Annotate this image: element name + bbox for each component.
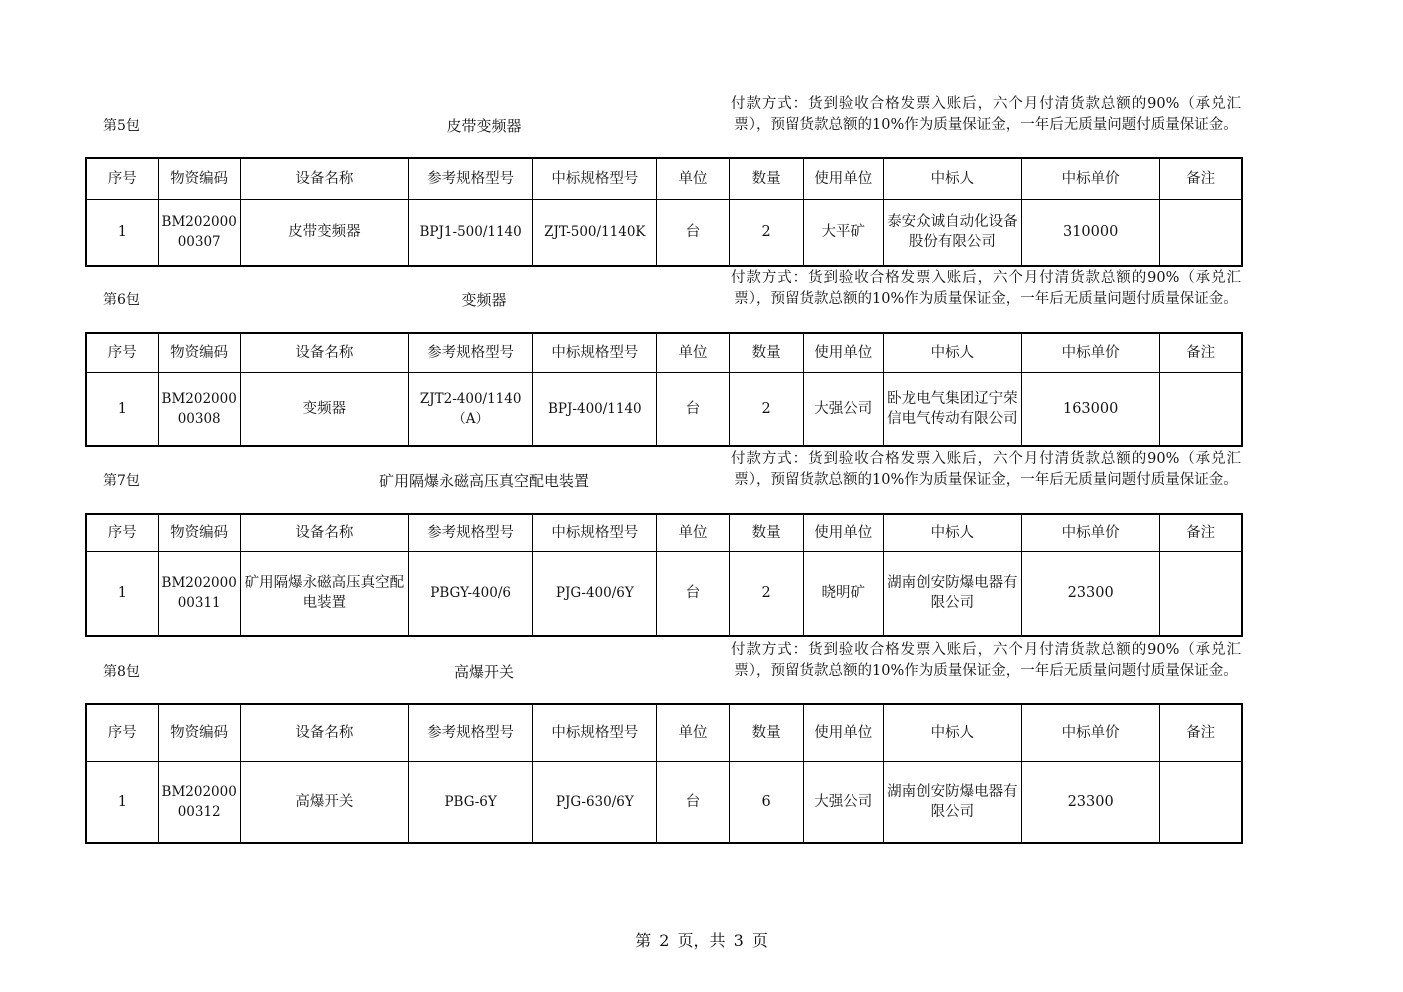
- header-cell: 备注: [1160, 704, 1242, 761]
- package-number: 第7包: [103, 473, 140, 489]
- win-spec-cell: ZJT-500/1140K: [533, 199, 657, 266]
- header-cell: 参考规格型号: [409, 704, 533, 761]
- remark-cell: [1160, 199, 1242, 266]
- header-cell: 序号: [86, 158, 158, 199]
- unit-cell: 台: [657, 551, 729, 636]
- package-7-table: [85, 513, 1243, 637]
- header-cell: 中标人: [883, 514, 1021, 551]
- package-7-header: [0, 449, 1403, 505]
- header-cell: 中标人: [883, 158, 1021, 199]
- header-cell: 中标规格型号: [533, 704, 657, 761]
- winner-cell: 泰安众诚自动化设备股份有限公司: [883, 199, 1021, 266]
- winner-cell: 湖南创安防爆电器有限公司: [883, 761, 1021, 843]
- header-cell: 中标规格型号: [533, 514, 657, 551]
- unit-cell: 台: [657, 372, 729, 446]
- payment-terms: 付款方式：货到验收合格发票入账后，六个月付清货款总额的90%（承兑汇票），预留货款总额的10%作为质量保证金，一年后无质量问题付质量保证金。: [731, 96, 1241, 133]
- package-name: 高爆开关: [453, 663, 514, 681]
- seq-cell: 1: [86, 372, 158, 446]
- header-cell: 备注: [1160, 158, 1242, 199]
- remark-cell: [1160, 761, 1242, 843]
- header-cell: 备注: [1160, 333, 1242, 372]
- header-cell: 物资编码: [158, 333, 240, 372]
- header-cell: 序号: [86, 704, 158, 761]
- header-row: [86, 704, 1242, 761]
- user-unit-cell: 大平矿: [803, 199, 883, 266]
- material-code-cell: BM20200000312: [158, 761, 240, 843]
- package-name: 皮带变频器: [446, 117, 522, 135]
- header-cell: 设备名称: [240, 333, 408, 372]
- remark-cell: [1160, 551, 1242, 636]
- seq-cell: 1: [86, 199, 158, 266]
- ref-spec-cell: PBG-6Y: [409, 761, 533, 843]
- material-code-cell: BM20200000308: [158, 372, 240, 446]
- header-cell: 数量: [729, 704, 803, 761]
- qty-cell: 2: [729, 551, 803, 636]
- header-cell: 中标单价: [1022, 704, 1160, 761]
- win-spec-cell: BPJ-400/1140: [533, 372, 657, 446]
- price-cell: 163000: [1022, 372, 1160, 446]
- payment-terms: 付款方式：货到验收合格发票入账后，六个月付清货款总额的90%（承兑汇票），预留货款总额的10%作为质量保证金，一年后无质量问题付质量保证金。: [731, 270, 1241, 307]
- payment-terms: 付款方式：货到验收合格发票入账后，六个月付清货款总额的90%（承兑汇票），预留货款总额的10%作为质量保证金，一年后无质量问题付质量保证金。: [731, 451, 1241, 488]
- device-name-cell: 矿用隔爆永磁高压真空配电装置: [240, 551, 408, 636]
- header-cell: 物资编码: [158, 514, 240, 551]
- price-cell: 310000: [1022, 199, 1160, 266]
- ref-spec-cell: ZJT2-400/1140（A）: [409, 372, 533, 446]
- header-cell: 序号: [86, 333, 158, 372]
- header-cell: 参考规格型号: [409, 333, 533, 372]
- header-cell: 中标规格型号: [533, 158, 657, 199]
- package-6-table: [85, 332, 1243, 447]
- device-name-cell: 皮带变频器: [240, 199, 408, 266]
- price-cell: 23300: [1022, 551, 1160, 636]
- header-cell: 数量: [729, 158, 803, 199]
- header-cell: 中标人: [883, 704, 1021, 761]
- material-code-cell: BM20200000307: [158, 199, 240, 266]
- page-footer: 第 2 页，共 3 页: [635, 931, 768, 950]
- table-row: [86, 551, 1242, 636]
- ref-spec-cell: BPJ1-500/1140: [409, 199, 533, 266]
- user-unit-cell: 大强公司: [803, 761, 883, 843]
- header-cell: 设备名称: [240, 704, 408, 761]
- package-5-header: [0, 94, 1403, 150]
- price-cell: 23300: [1022, 761, 1160, 843]
- unit-cell: 台: [657, 761, 729, 843]
- header-cell: 中标单价: [1022, 514, 1160, 551]
- package-6-header: [0, 268, 1403, 324]
- header-cell: 参考规格型号: [409, 158, 533, 199]
- winner-cell: 湖南创安防爆电器有限公司: [883, 551, 1021, 636]
- header-cell: 备注: [1160, 514, 1242, 551]
- win-spec-cell: PJG-400/6Y: [533, 551, 657, 636]
- package-8-header: [0, 640, 1403, 696]
- payment-terms: 付款方式：货到验收合格发票入账后，六个月付清货款总额的90%（承兑汇票），预留货款总额的10%作为质量保证金，一年后无质量问题付质量保证金。: [731, 642, 1241, 679]
- package-name: 矿用隔爆永磁高压真空配电装置: [378, 472, 589, 490]
- header-cell: 单位: [657, 514, 729, 551]
- header-cell: 使用单位: [803, 514, 883, 551]
- header-row: [86, 158, 1242, 199]
- qty-cell: 6: [729, 761, 803, 843]
- qty-cell: 2: [729, 372, 803, 446]
- user-unit-cell: 晓明矿: [803, 551, 883, 636]
- seq-cell: 1: [86, 551, 158, 636]
- header-cell: 单位: [657, 158, 729, 199]
- table-row: [86, 199, 1242, 266]
- header-cell: 物资编码: [158, 158, 240, 199]
- ref-spec-cell: PBGY-400/6: [409, 551, 533, 636]
- header-cell: 单位: [657, 333, 729, 372]
- header-cell: 参考规格型号: [409, 514, 533, 551]
- header-cell: 单位: [657, 704, 729, 761]
- package-number: 第6包: [103, 292, 140, 308]
- qty-cell: 2: [729, 199, 803, 266]
- header-cell: 使用单位: [803, 158, 883, 199]
- device-name-cell: 高爆开关: [240, 761, 408, 843]
- win-spec-cell: PJG-630/6Y: [533, 761, 657, 843]
- header-cell: 中标单价: [1022, 158, 1160, 199]
- header-cell: 中标单价: [1022, 333, 1160, 372]
- table-row: [86, 761, 1242, 843]
- unit-cell: 台: [657, 199, 729, 266]
- header-cell: 数量: [729, 514, 803, 551]
- package-5-table: [85, 157, 1243, 267]
- header-cell: 设备名称: [240, 514, 408, 551]
- header-cell: 使用单位: [803, 333, 883, 372]
- header-cell: 数量: [729, 333, 803, 372]
- header-row: [86, 514, 1242, 551]
- winner-cell: 卧龙电气集团辽宁荣信电气传动有限公司: [883, 372, 1021, 446]
- package-number: 第5包: [103, 118, 140, 134]
- header-cell: 中标人: [883, 333, 1021, 372]
- header-cell: 使用单位: [803, 704, 883, 761]
- header-cell: 中标规格型号: [533, 333, 657, 372]
- header-row: [86, 333, 1242, 372]
- package-8-table: [85, 703, 1243, 844]
- header-cell: 序号: [86, 514, 158, 551]
- seq-cell: 1: [86, 761, 158, 843]
- material-code-cell: BM20200000311: [158, 551, 240, 636]
- table-row: [86, 372, 1242, 446]
- package-name: 变频器: [461, 291, 507, 309]
- package-number: 第8包: [103, 664, 140, 680]
- user-unit-cell: 大强公司: [803, 372, 883, 446]
- header-cell: 物资编码: [158, 704, 240, 761]
- header-cell: 设备名称: [240, 158, 408, 199]
- device-name-cell: 变频器: [240, 372, 408, 446]
- remark-cell: [1160, 372, 1242, 446]
